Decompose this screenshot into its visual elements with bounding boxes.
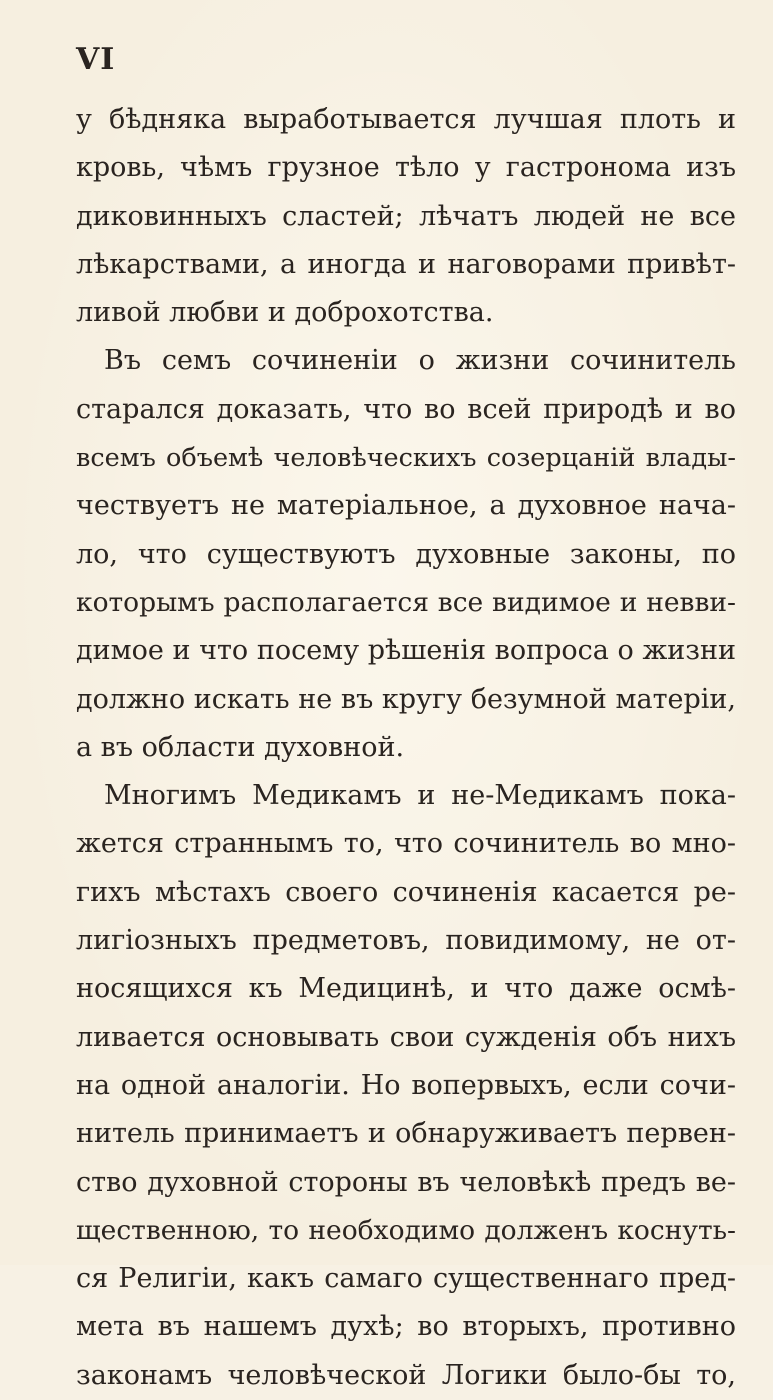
text-line: лѣкарствами, а иногда и наговорами привѣт- <box>76 248 736 280</box>
page-number: VI <box>76 42 116 77</box>
text-line: Многимъ Медикамъ и не-Медикамъ пока- <box>104 780 736 812</box>
text-line: нитель принимаетъ и обнаруживаетъ первен- <box>76 1118 736 1150</box>
body-text <box>76 96 736 1400</box>
text-line: законамъ человѣческой Логики было-бы то, <box>76 1359 736 1391</box>
text-line: Въ семъ сочиненіи о жизни сочинитель <box>104 345 736 377</box>
text-line: ло, что существуютъ духовные законы, по <box>76 538 736 570</box>
text-line: старался доказать, что во всей природѣ и во <box>76 393 736 425</box>
text-line: ливается основывать свои сужденія объ нихъ <box>76 1021 736 1053</box>
text-line: димое и что посему рѣшенія вопроса о жизни <box>76 635 736 667</box>
text-line: жется страннымъ то, что сочинитель во мно- <box>76 828 736 860</box>
text-line: лигіозныхъ предметовъ, повидимому, не от- <box>76 925 736 957</box>
text-line: щественною, то необходимо долженъ коснуть- <box>76 1214 736 1246</box>
text-line: на одной аналогіи. Но вопервыхъ, если сочи- <box>76 1069 736 1101</box>
text-line: ся Религіи, какъ самаго существеннаго пред- <box>76 1263 736 1295</box>
text-line: ство духовной стороны въ человѣкѣ предъ ве- <box>76 1166 736 1198</box>
text-line: должно искать не въ кругу безумной матеріи, <box>76 683 736 715</box>
text-line: диковинныхъ сластей; лѣчатъ людей не все <box>76 200 736 232</box>
text-line: мета въ нашемъ духѣ; во вторыхъ, противно <box>76 1311 736 1343</box>
text-line: чествуетъ не матеріальное, а духовное нача- <box>76 490 736 522</box>
text-line: носящихся къ Медицинѣ, и что даже осмѣ- <box>76 973 736 1005</box>
text-line: ливой любви и доброхотства. <box>76 297 494 329</box>
text-line: у бѣдняка выработывается лучшая плоть и <box>76 104 736 135</box>
text-line: которымъ располагается все видимое и невви- <box>76 586 736 618</box>
text-line: гихъ мѣстахъ своего сочиненія касается ре- <box>76 876 736 908</box>
text-line: а въ области духовной. <box>76 731 405 763</box>
text-line: кровь, чѣмъ грузное тѣло у гастронома изъ <box>76 152 736 184</box>
text-line: всемъ объемѣ человѣческихъ созерцаній влады- <box>76 443 736 474</box>
